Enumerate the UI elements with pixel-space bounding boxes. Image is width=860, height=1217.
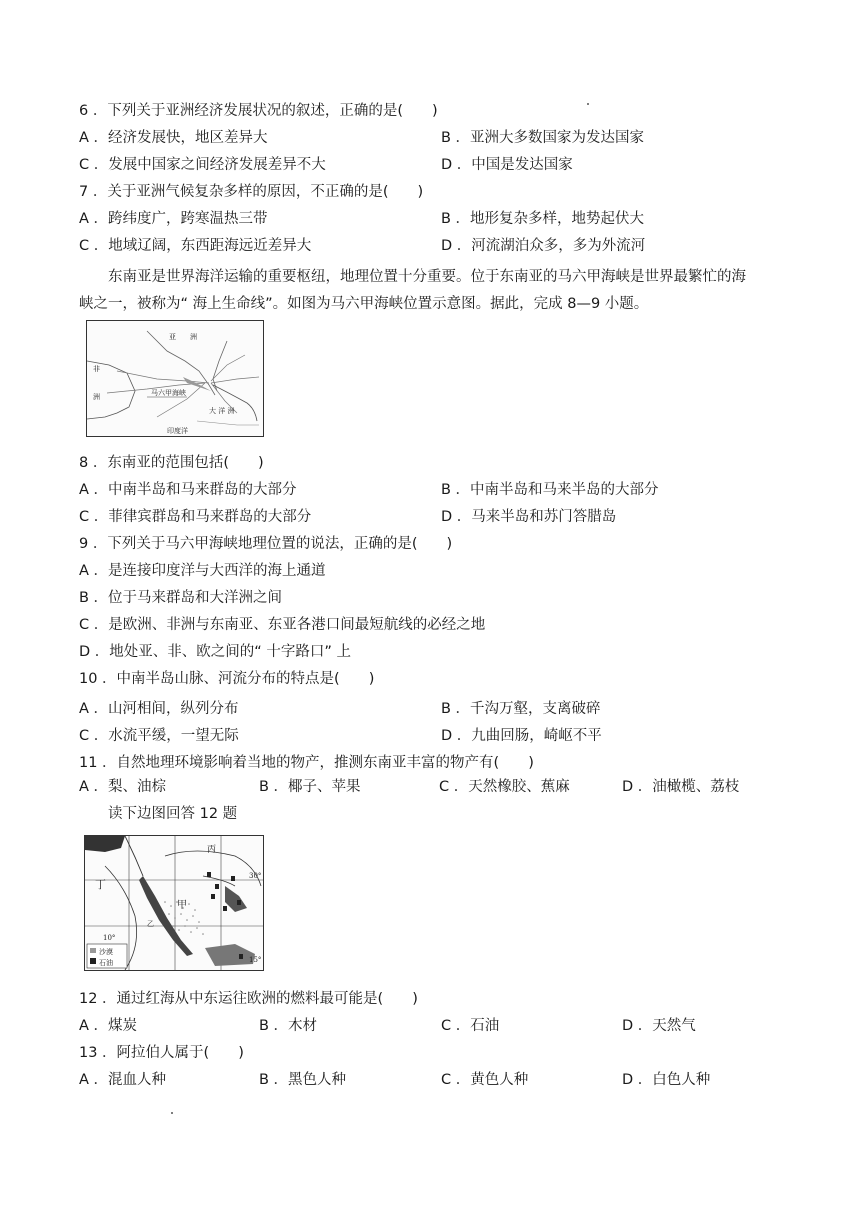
q8-option-c[interactable]: C ．菲律宾群岛和马来群岛的大部分 — [79, 509, 312, 525]
speck-dot — [171, 1112, 173, 1114]
q10-option-a[interactable]: A ．山河相间，纵列分布 — [79, 701, 239, 717]
map1-label-indian-ocean: 印度洋 — [167, 427, 188, 435]
middle-east-map — [84, 835, 264, 971]
q12-option-c[interactable]: C ．石油 — [441, 1018, 500, 1034]
map1-label-asia: 亚 洲 — [169, 333, 197, 341]
passage2: 读下边图回答 12 题 — [108, 806, 238, 822]
q10-option-b[interactable]: B ．千沟万壑，支离破碎 — [441, 701, 601, 717]
q11-option-c[interactable]: C ．天然橡胶、蕉麻 — [439, 779, 570, 795]
q9-option-c[interactable]: C ．是欧洲、非洲与东南亚、东亚各港口间最短航线的必经之地 — [79, 617, 486, 633]
q13-option-b[interactable]: B ．黑色人种 — [259, 1072, 347, 1088]
q9-option-a[interactable]: A ．是连接印度洋与大西洋的海上通道 — [79, 563, 326, 579]
map2-legend-sand: 沙漠 — [99, 948, 113, 956]
q8-stem: 8 ．东南亚的范围包括( ) — [79, 455, 264, 471]
map1-label-africa-2: 洲 — [93, 393, 100, 401]
map1-label-strait: 马六甲海峡 — [151, 389, 186, 397]
q7-option-a[interactable]: A ．跨纬度广，跨寒温热三带 — [79, 211, 268, 227]
q6-stem: 6 ．下列关于亚洲经济发展状况的叙述，正确的是( ) — [79, 103, 438, 119]
map2-lat-30: 30° — [249, 872, 262, 880]
q8-option-b[interactable]: B ．中南半岛和马来半岛的大部分 — [441, 482, 659, 498]
q12-stem: 12 ．通过红海从中东运往欧洲的燃料最可能是( ) — [79, 991, 418, 1007]
legend-sand-swatch — [90, 948, 96, 953]
q8-option-d[interactable]: D ．马来半岛和苏门答腊岛 — [441, 509, 617, 525]
q12-option-b[interactable]: B ．木材 — [259, 1018, 318, 1034]
q11-option-b[interactable]: B ．椰子、苹果 — [259, 779, 361, 795]
q13-option-d[interactable]: D ．白色人种 — [622, 1072, 711, 1088]
map2-label-ding: 丁 — [95, 878, 106, 891]
map2-legend-oil: 石油 — [99, 959, 113, 967]
map1-label-africa-1: 非 — [93, 365, 100, 373]
q11-option-d[interactable]: D ．油橄榄、荔枝 — [622, 779, 740, 795]
q13-option-c[interactable]: C ．黄色人种 — [441, 1072, 529, 1088]
map2-label-bing: 丙 — [207, 845, 217, 855]
map2-label-yi: 乙 — [147, 920, 154, 928]
passage1-line1: 东南亚是世界海洋运输的重要枢纽，地理位置十分重要。位于东南亚的马六甲海峡是世界最繁忙的海 — [108, 269, 746, 285]
q13-stem: 13 ．阿拉伯人属于( ) — [79, 1045, 244, 1061]
speck-dot — [587, 103, 589, 105]
q6-option-a[interactable]: A ．经济发展快，地区差异大 — [79, 130, 268, 146]
passage1-line2: 峡之一，被称为“ 海上生命线”。如图为马六甲海峡位置示意图。据此，完成 8—9 小题。 — [79, 296, 649, 312]
map2-lon-10: 10° — [103, 934, 116, 942]
map2-label-jia: 甲 — [177, 900, 187, 911]
q6-option-c[interactable]: C ．发展中国家之间经济发展差异不大 — [79, 157, 326, 173]
q10-option-c[interactable]: C ．水流平缓，一望无际 — [79, 728, 239, 744]
q6-option-d[interactable]: D ．中国是发达国家 — [441, 157, 573, 173]
q7-option-b[interactable]: B ．地形复杂多样，地势起伏大 — [441, 211, 645, 227]
q10-option-d[interactable]: D ．九曲回肠，崎岖不平 — [441, 728, 602, 744]
q6-option-b[interactable]: B ．亚洲大多数国家为发达国家 — [441, 130, 645, 146]
q9-option-b[interactable]: B ．位于马来群岛和大洋洲之间 — [79, 590, 283, 606]
q13-option-a[interactable]: A ．混血人种 — [79, 1072, 167, 1088]
map2-lat-15: 15° — [249, 956, 262, 964]
q12-option-a[interactable]: A ．煤炭 — [79, 1018, 138, 1034]
q9-option-d[interactable]: D ．地处亚、非、欧之间的“ 十字路口” 上 — [79, 644, 352, 660]
q10-stem: 10 ．中南半岛山脉、河流分布的特点是( ) — [79, 671, 375, 687]
map1-label-oceania: 大 洋 洲 — [209, 407, 235, 415]
q11-stem: 11 ．自然地理环境影响着当地的物产，推测东南亚丰富的物产有( ) — [79, 755, 534, 771]
q11-option-a[interactable]: A ．梨、油棕 — [79, 779, 167, 795]
q8-option-a[interactable]: A ．中南半岛和马来群岛的大部分 — [79, 482, 297, 498]
q7-stem: 7 ．关于亚洲气候复杂多样的原因，不正确的是( ) — [79, 184, 424, 200]
q7-option-c[interactable]: C ．地域辽阔，东西距海远近差异大 — [79, 238, 312, 254]
q7-option-d[interactable]: D ．河流湖泊众多，多为外流河 — [441, 238, 646, 254]
q9-stem: 9 ．下列关于马六甲海峡地理位置的说法，正确的是( ) — [79, 536, 453, 552]
malacca-strait-map — [86, 320, 264, 437]
legend-oil-swatch — [90, 958, 96, 964]
q12-option-d[interactable]: D ．天然气 — [622, 1018, 696, 1034]
